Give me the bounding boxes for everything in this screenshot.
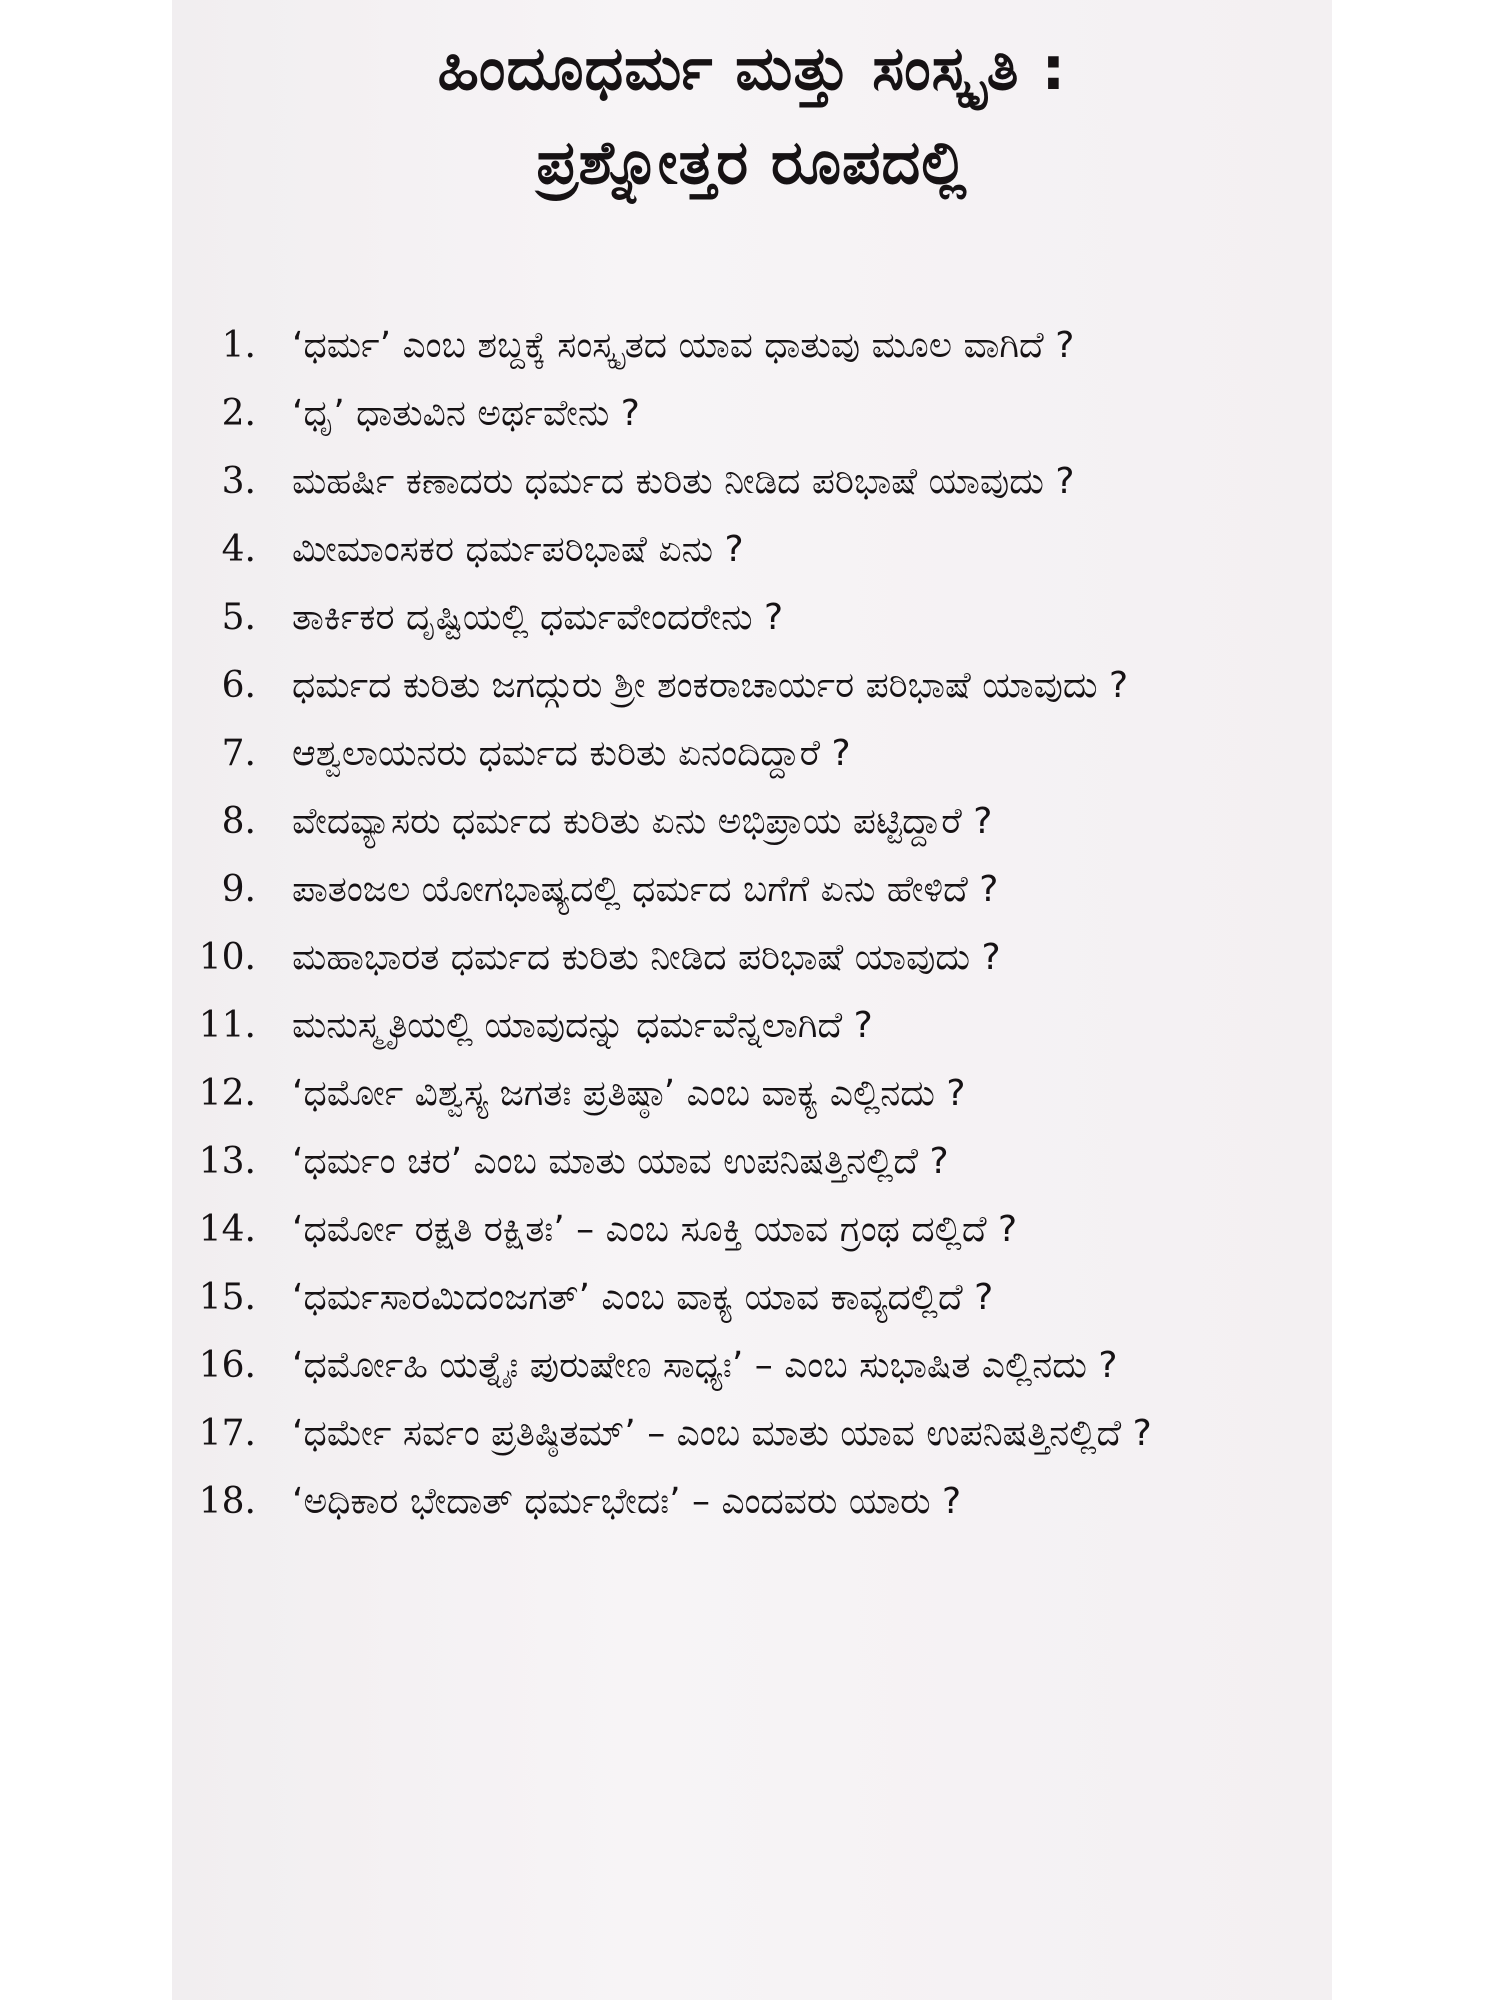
question-text: ಧರ್ಮದ ಕುರಿತು ಜಗದ್ಗುರು ಶ್ರೀ ಶಂಕರಾಚಾರ್ಯರ ಪರಿಭಾಷೆ ಯಾವುದು ? (292, 665, 1129, 706)
question-item (172, 856, 1332, 924)
question-text: ‘ಧರ್ಮ’ ಎಂಬ ಶಬ್ದಕ್ಕೆ ಸಂಸ್ಕೃತದ ಯಾವ ಧಾತುವು ಮೂಲ ವಾಗಿದೆ ? (292, 325, 1075, 366)
question-item (172, 1400, 1332, 1468)
question-text: ‘ಧರ್ಮೋ ರಕ್ಷತಿ ರಕ್ಷಿತಃ’ – ಎಂಬ ಸೂಕ್ತಿ ಯಾವ ಗ್ರಂಥ ದಲ್ಲಿದೆ ? (292, 1209, 1018, 1250)
question-number: 18. (198, 1481, 256, 1522)
question-item (172, 1060, 1332, 1128)
question-number: 13. (198, 1141, 256, 1182)
question-text: ಮಹಾಭಾರತ ಧರ್ಮದ ಕುರಿತು ನೀಡಿದ ಪರಿಭಾಷೆ ಯಾವುದು ? (292, 937, 1001, 978)
question-number: 16. (198, 1345, 256, 1386)
question-item (172, 1196, 1332, 1264)
question-text: ಪಾತಂಜಲ ಯೋಗಭಾಷ್ಯದಲ್ಲಿ ಧರ್ಮದ ಬಗೆಗೆ ಏನು ಹೇಳಿದೆ ? (292, 869, 999, 910)
question-item (172, 720, 1332, 788)
question-number: 3. (221, 461, 256, 502)
question-text: ಮನುಸ್ಮೃತಿಯಲ್ಲಿ ಯಾವುದನ್ನು ಧರ್ಮವೆನ್ನಲಾಗಿದೆ ? (292, 1005, 873, 1046)
question-item (172, 992, 1332, 1060)
page-title (172, 0, 1332, 210)
question-number: 10. (198, 937, 256, 978)
question-text: ‘ಧರ್ಮೋಹಿ ಯತ್ನೈಃ ಪುರುಷೇಣ ಸಾಧ್ಯಃ’ – ಎಂಬ ಸುಭಾಷಿತ ಎಲ್ಲಿನದು ? (292, 1345, 1118, 1386)
question-item (172, 312, 1332, 380)
question-item (172, 1332, 1332, 1400)
question-item (172, 788, 1332, 856)
question-number: 2. (221, 393, 256, 434)
title-line-1: ಹಿಂದೂಧರ್ಮ ಮತ್ತು ಸಂಸ್ಕೃತಿ : (437, 34, 1067, 104)
question-item (172, 1264, 1332, 1332)
question-item (172, 1128, 1332, 1196)
question-item (172, 584, 1332, 652)
question-item (172, 924, 1332, 992)
question-text: ಆಶ್ವಲಾಯನರು ಧರ್ಮದ ಕುರಿತು ಏನಂದಿದ್ದಾರೆ ? (292, 733, 851, 774)
question-text: ‘ಧೃ’ ಧಾತುವಿನ ಅರ್ಥವೇನು ? (292, 393, 640, 434)
question-number: 11. (198, 1005, 256, 1046)
question-number: 15. (198, 1277, 256, 1318)
question-text: ಮೀಮಾಂಸಕರ ಧರ್ಮಪರಿಭಾಷೆ ಏನು ? (292, 529, 744, 570)
question-text: ‘ಅಧಿಕಾರ ಭೇದಾತ್ ಧರ್ಮಭೇದಃ’ – ಎಂದವರು ಯಾರು ? (292, 1481, 962, 1522)
question-text: ಮಹರ್ಷಿ ಕಣಾದರು ಧರ್ಮದ ಕುರಿತು ನೀಡಿದ ಪರಿಭಾಷೆ ಯಾವುದು ? (292, 461, 1075, 502)
question-number: 14. (198, 1209, 256, 1250)
question-item (172, 652, 1332, 720)
question-number: 17. (198, 1413, 256, 1454)
question-text: ತಾರ್ಕಿಕರ ದೃಷ್ಟಿಯಲ್ಲಿ ಧರ್ಮವೇಂದರೇನು ? (292, 597, 784, 638)
question-number: 1. (221, 325, 256, 366)
question-text: ವೇದವ್ಯಾಸರು ಧರ್ಮದ ಕುರಿತು ಏನು ಅಭಿಪ್ರಾಯ ಪಟ್ಟಿದ್ದಾರೆ ? (292, 801, 993, 842)
question-list (172, 312, 1332, 1536)
question-text: ‘ಧರ್ಮೇ ಸರ್ವಂ ಪ್ರತಿಷ್ಠಿತಮ್’ – ಎಂಬ ಮಾತು ಯಾವ ಉಪನಿಷತ್ತಿನಲ್ಲಿದೆ ? (292, 1413, 1152, 1454)
question-item (172, 448, 1332, 516)
book-page (172, 0, 1332, 2000)
title-line-2: ಪ್ರಶ್ನೋತ್ತರ ರೂಪದಲ್ಲಿ (536, 128, 968, 198)
question-number: 6. (221, 665, 256, 706)
question-number: 5. (221, 597, 256, 638)
question-number: 12. (198, 1073, 256, 1114)
question-item (172, 516, 1332, 584)
question-item (172, 1468, 1332, 1536)
question-number: 4. (221, 529, 256, 570)
question-text: ‘ಧರ್ಮೋ ವಿಶ್ವಸ್ಯ ಜಗತಃ ಪ್ರತಿಷ್ಠಾ’ ಎಂಬ ವಾಕ್ಯ ಎಲ್ಲಿನದು ? (292, 1073, 966, 1114)
question-text: ‘ಧರ್ಮಸಾರಮಿದಂಜಗತ್’ ಎಂಬ ವಾಕ್ಯ ಯಾವ ಕಾವ್ಯದಲ್ಲಿದೆ ? (292, 1277, 994, 1318)
question-text: ‘ಧರ್ಮಂ ಚರ’ ಎಂಬ ಮಾತು ಯಾವ ಉಪನಿಷತ್ತಿನಲ್ಲಿದೆ ? (292, 1141, 949, 1182)
question-number: 7. (221, 733, 256, 774)
question-item (172, 380, 1332, 448)
question-number: 9. (221, 869, 256, 910)
question-number: 8. (221, 801, 256, 842)
